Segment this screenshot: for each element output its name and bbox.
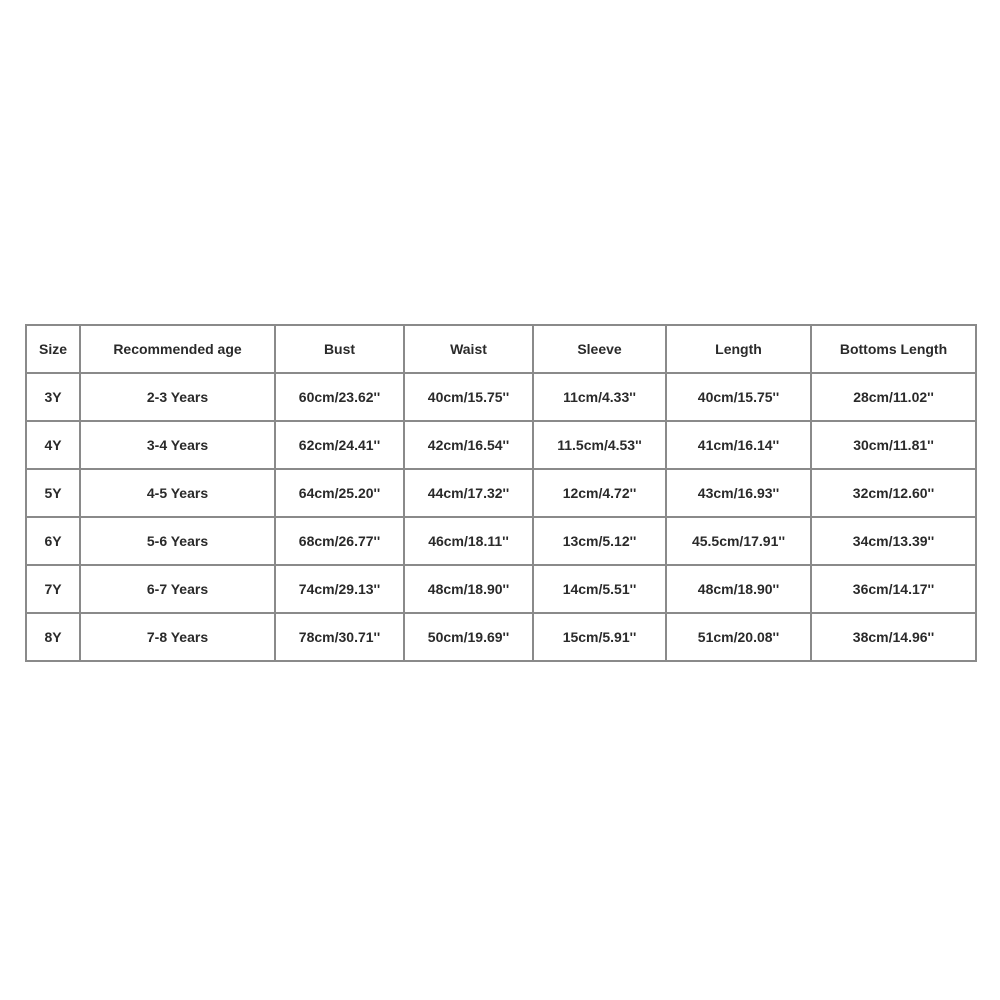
cell-size: 3Y <box>26 373 80 421</box>
cell-bust: 78cm/30.71'' <box>275 613 404 661</box>
cell-waist: 42cm/16.54'' <box>404 421 533 469</box>
cell-waist: 40cm/15.75'' <box>404 373 533 421</box>
cell-waist: 44cm/17.32'' <box>404 469 533 517</box>
header-length: Length <box>666 325 811 373</box>
cell-bust: 60cm/23.62'' <box>275 373 404 421</box>
table-row <box>26 517 976 565</box>
cell-bottoms-length: 38cm/14.96'' <box>811 613 976 661</box>
cell-bust: 74cm/29.13'' <box>275 565 404 613</box>
cell-size: 8Y <box>26 613 80 661</box>
cell-length: 40cm/15.75'' <box>666 373 811 421</box>
cell-bottoms-length: 36cm/14.17'' <box>811 565 976 613</box>
cell-size: 5Y <box>26 469 80 517</box>
cell-size: 7Y <box>26 565 80 613</box>
cell-length: 48cm/18.90'' <box>666 565 811 613</box>
cell-sleeve: 14cm/5.51'' <box>533 565 666 613</box>
cell-sleeve: 13cm/5.12'' <box>533 517 666 565</box>
cell-bust: 64cm/25.20'' <box>275 469 404 517</box>
cell-size: 6Y <box>26 517 80 565</box>
cell-length: 43cm/16.93'' <box>666 469 811 517</box>
table-row <box>26 421 976 469</box>
cell-recommended-age: 5-6 Years <box>80 517 275 565</box>
cell-size: 4Y <box>26 421 80 469</box>
table-header-row <box>26 325 976 373</box>
cell-length: 51cm/20.08'' <box>666 613 811 661</box>
cell-bottoms-length: 32cm/12.60'' <box>811 469 976 517</box>
header-recommended-age: Recommended age <box>80 325 275 373</box>
cell-recommended-age: 4-5 Years <box>80 469 275 517</box>
cell-recommended-age: 3-4 Years <box>80 421 275 469</box>
header-waist: Waist <box>404 325 533 373</box>
cell-bottoms-length: 34cm/13.39'' <box>811 517 976 565</box>
table-row <box>26 373 976 421</box>
cell-length: 41cm/16.14'' <box>666 421 811 469</box>
table-row <box>26 613 976 661</box>
header-sleeve: Sleeve <box>533 325 666 373</box>
cell-recommended-age: 6-7 Years <box>80 565 275 613</box>
cell-sleeve: 15cm/5.91'' <box>533 613 666 661</box>
header-bust: Bust <box>275 325 404 373</box>
header-size: Size <box>26 325 80 373</box>
header-bottoms-length: Bottoms Length <box>811 325 976 373</box>
cell-waist: 46cm/18.11'' <box>404 517 533 565</box>
cell-bust: 62cm/24.41'' <box>275 421 404 469</box>
cell-sleeve: 11.5cm/4.53'' <box>533 421 666 469</box>
cell-waist: 50cm/19.69'' <box>404 613 533 661</box>
cell-length: 45.5cm/17.91'' <box>666 517 811 565</box>
table-row <box>26 565 976 613</box>
cell-bust: 68cm/26.77'' <box>275 517 404 565</box>
cell-sleeve: 12cm/4.72'' <box>533 469 666 517</box>
table-row <box>26 469 976 517</box>
cell-recommended-age: 7-8 Years <box>80 613 275 661</box>
cell-sleeve: 11cm/4.33'' <box>533 373 666 421</box>
cell-waist: 48cm/18.90'' <box>404 565 533 613</box>
cell-bottoms-length: 30cm/11.81'' <box>811 421 976 469</box>
cell-bottoms-length: 28cm/11.02'' <box>811 373 976 421</box>
cell-recommended-age: 2-3 Years <box>80 373 275 421</box>
size-chart-table <box>25 324 977 662</box>
